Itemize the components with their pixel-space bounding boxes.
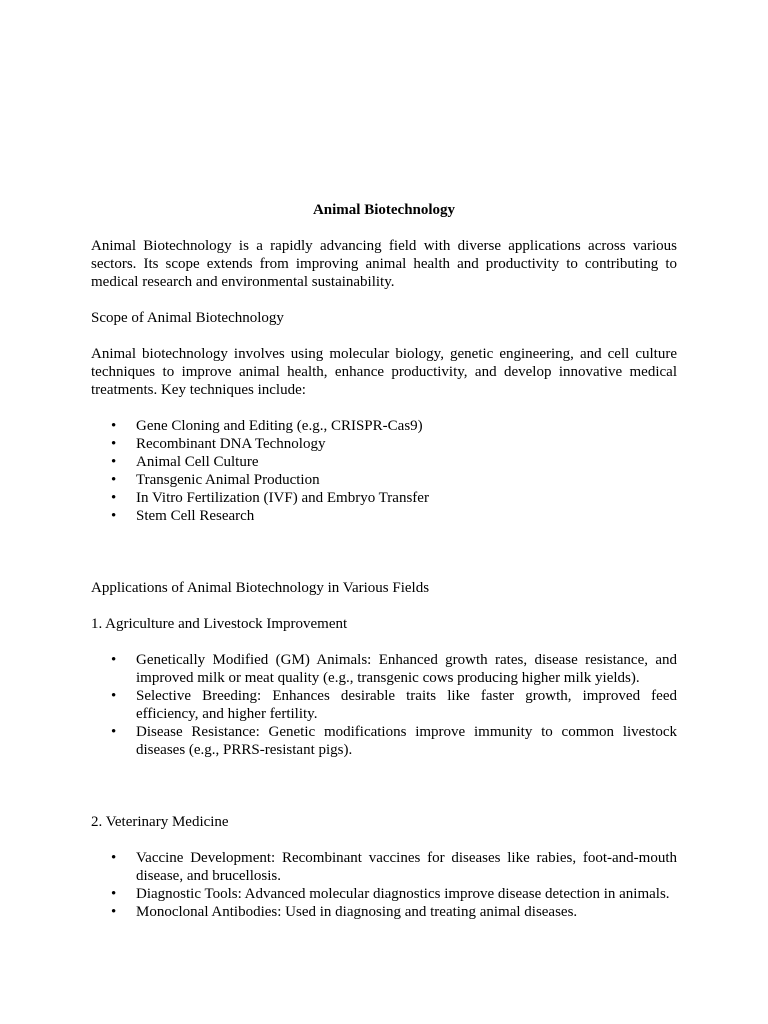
bullet-icon: • xyxy=(111,436,117,452)
bullet-icon: • xyxy=(111,418,117,434)
list-item-text: Disease Resistance: Genetic modifications improve immunity to common livestock diseases (e.g., PRRS-resistant pigs). xyxy=(136,724,677,758)
list-item xyxy=(111,723,677,759)
bullet-icon: • xyxy=(111,904,117,920)
list-item xyxy=(111,849,677,885)
bullet-icon: • xyxy=(111,886,117,902)
techniques-list xyxy=(91,417,677,525)
list-item-text: Diagnostic Tools: Advanced molecular diagnostics improve disease detection in animals. xyxy=(136,886,670,902)
section-1-list xyxy=(91,651,677,759)
scope-heading: Scope of Animal Biotechnology xyxy=(91,310,284,326)
intro-paragraph: Animal Biotechnology is a rapidly advancing field with diverse applications across various sectors. Its scope extends from improving animal health and productivity to contributing to medical research and environmental sustainability. xyxy=(91,238,677,290)
list-item xyxy=(111,417,677,435)
bullet-icon: • xyxy=(111,508,117,524)
applications-heading: Applications of Animal Biotechnology in Various Fields xyxy=(91,580,430,596)
list-item-text: Stem Cell Research xyxy=(136,508,255,524)
bullet-icon: • xyxy=(111,850,117,866)
list-item xyxy=(111,903,677,921)
bullet-icon: • xyxy=(111,490,117,506)
list-item-text: Recombinant DNA Technology xyxy=(136,436,326,452)
section-2-heading: 2. Veterinary Medicine xyxy=(91,814,229,830)
list-item-text: Vaccine Development: Recombinant vaccines for diseases like rabies, foot-and-mouth disease, and brucellosis. xyxy=(136,850,677,884)
list-item xyxy=(111,453,677,471)
list-item xyxy=(111,489,677,507)
list-item xyxy=(111,435,677,453)
list-item-text: Genetically Modified (GM) Animals: Enhanced growth rates, disease resistance, and improved milk or meat quality (e.g., transgenic cows producing higher milk yields). xyxy=(136,652,677,686)
list-item xyxy=(111,507,677,525)
spacer xyxy=(91,543,677,579)
document-title: Animal Biotechnology xyxy=(312,202,456,218)
bullet-icon: • xyxy=(111,472,117,488)
list-item-text: Selective Breeding: Enhances desirable traits like faster growth, improved feed efficiency, and higher fertility. xyxy=(136,688,677,722)
list-item xyxy=(111,651,677,687)
list-item xyxy=(111,885,677,903)
list-item-text: Animal Cell Culture xyxy=(136,454,259,470)
list-item-text: In Vitro Fertilization (IVF) and Embryo Transfer xyxy=(136,490,429,506)
bullet-icon: • xyxy=(111,652,117,668)
list-item xyxy=(111,687,677,723)
bullet-icon: • xyxy=(111,454,117,470)
list-item-text: Transgenic Animal Production xyxy=(136,472,320,488)
spacer xyxy=(91,777,677,813)
section-1-heading: 1. Agriculture and Livestock Improvement xyxy=(91,616,348,632)
list-item-text: Monoclonal Antibodies: Used in diagnosing and treating animal diseases. xyxy=(136,904,578,920)
document-page xyxy=(91,201,677,939)
list-item xyxy=(111,471,677,489)
list-item-text: Gene Cloning and Editing (e.g., CRISPR-Cas9) xyxy=(136,418,423,434)
scope-paragraph: Animal biotechnology involves using molecular biology, genetic engineering, and cell culture techniques to improve animal health, enhance productivity, and develop innovative medical treatments. Key techniques include: xyxy=(91,346,677,398)
bullet-icon: • xyxy=(111,724,117,740)
section-2-list xyxy=(91,849,677,921)
bullet-icon: • xyxy=(111,688,117,704)
